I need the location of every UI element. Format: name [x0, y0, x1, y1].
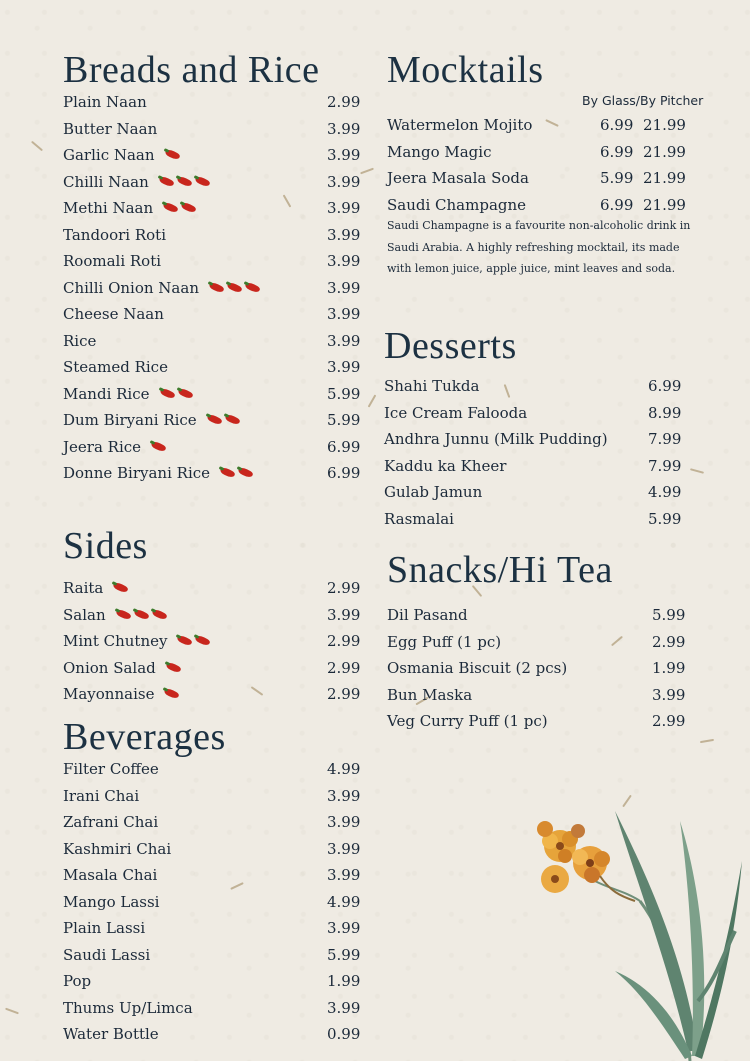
- glass-price: 6.99: [600, 142, 634, 161]
- chili-pepper-icon: [150, 602, 168, 629]
- mocktails-title: Mocktails: [387, 49, 544, 91]
- menu-item: [387, 165, 697, 192]
- chili-pepper-icon: [176, 381, 194, 408]
- chili-pepper-icon: [179, 195, 197, 222]
- item-price: 3.99: [327, 786, 361, 805]
- menu-item: [63, 301, 363, 328]
- item-name: Mint Chutney: [63, 632, 168, 650]
- item-price: 3.99: [327, 605, 361, 624]
- item-name: Chilli Naan: [63, 172, 149, 191]
- item-price: 3.99: [327, 172, 361, 191]
- menu-item: [63, 575, 363, 602]
- item-name: Mango Lassi: [63, 892, 160, 911]
- item-price: 3.99: [327, 813, 361, 831]
- menu-item: [63, 889, 363, 916]
- menu-item: [63, 169, 363, 196]
- menu-item: [63, 915, 363, 942]
- item-name: Dil Pasand: [387, 606, 468, 624]
- item-price: 1.99: [652, 659, 686, 677]
- snacks-list: [387, 602, 687, 735]
- menu-item: [63, 222, 363, 249]
- pitcher-price: 21.99: [643, 142, 686, 161]
- chili-pepper-icon: [111, 575, 129, 602]
- item-price: 5.99: [652, 606, 686, 624]
- chili-pepper-icon: [132, 602, 150, 629]
- menu-item: [63, 655, 363, 682]
- item-name: Osmania Biscuit (2 pcs): [387, 659, 568, 677]
- item-name: Rice: [63, 331, 97, 350]
- menu-item: [387, 112, 697, 139]
- item-name: Donne Biryani Rice: [63, 464, 211, 482]
- item-name: Raita: [63, 579, 104, 597]
- item-price: 5.99: [327, 945, 361, 964]
- menu-item: [63, 995, 363, 1022]
- chili-pepper-icon: [114, 602, 132, 629]
- chili-pepper-icon: [161, 195, 179, 222]
- item-price: 3.99: [327, 278, 361, 297]
- menu-item: [63, 328, 363, 355]
- item-price: 5.99: [648, 509, 682, 528]
- menu-item: [384, 426, 684, 453]
- item-name: Shahi Tukda: [384, 377, 480, 395]
- menu-item: [384, 373, 684, 400]
- pitcher-price: 21.99: [643, 169, 686, 187]
- glass-price: 6.99: [600, 195, 634, 214]
- item-price: 2.99: [327, 93, 361, 111]
- item-name: Onion Salad: [63, 658, 156, 677]
- item-name: Andhra Junnu (Milk Pudding): [384, 430, 608, 448]
- desserts-title: Desserts: [384, 325, 517, 367]
- chili-pepper-icon: [218, 460, 236, 487]
- menu-item: [63, 1021, 363, 1048]
- menu-item: [63, 116, 363, 143]
- menu-item: [63, 836, 363, 863]
- item-name: Mayonnaise: [63, 685, 155, 703]
- breads-title: Breads and Rice: [63, 49, 320, 91]
- chili-pepper-icon: [236, 460, 254, 487]
- menu-item: [384, 453, 684, 480]
- item-price: 3.99: [327, 839, 361, 858]
- sides-title: Sides: [63, 525, 148, 567]
- item-name: Rasmalai: [384, 509, 454, 528]
- item-name: Watermelon Mojito: [387, 116, 533, 134]
- menu-item: [63, 195, 363, 222]
- menu-item: [63, 942, 363, 969]
- menu-item: [384, 400, 684, 427]
- menu-item: [63, 407, 363, 434]
- snacks-title: Snacks/Hi Tea: [387, 549, 613, 591]
- item-price: 3.99: [327, 119, 361, 138]
- chili-pepper-icon: [162, 681, 180, 708]
- menu-item: [63, 862, 363, 889]
- item-name: Water Bottle: [63, 1025, 159, 1043]
- chili-pepper-icon: [157, 169, 175, 196]
- item-name: Salan: [63, 605, 106, 624]
- item-name: Kaddu ka Kheer: [384, 456, 507, 475]
- menu-item: [63, 602, 363, 629]
- item-price: 6.99: [327, 464, 361, 482]
- menu-item: [63, 381, 363, 408]
- item-name: Cheese Naan: [63, 305, 164, 323]
- item-name: Filter Coffee: [63, 760, 159, 778]
- menu-item: [387, 629, 687, 656]
- menu-item: [63, 628, 363, 655]
- glass-price: 5.99: [600, 169, 634, 187]
- item-price: 3.99: [327, 998, 361, 1017]
- item-name: Garlic Naan: [63, 146, 155, 164]
- item-name: Chilli Onion Naan: [63, 278, 199, 297]
- chili-pepper-icon: [175, 628, 193, 655]
- item-price: 3.99: [652, 685, 686, 704]
- chili-pepper-icon: [175, 169, 193, 196]
- item-price: 5.99: [327, 411, 361, 429]
- item-price: 2.99: [327, 579, 361, 597]
- item-price: 3.99: [327, 305, 361, 323]
- item-price: 2.99: [327, 632, 361, 650]
- sides-list: [63, 575, 363, 708]
- desserts-list: [384, 373, 684, 532]
- chili-pepper-icon: [205, 407, 223, 434]
- mocktails-price-header: By Glass/By Pitcher: [582, 93, 704, 108]
- beverages-title: Beverages: [63, 716, 226, 758]
- mocktails-note: Saudi Champagne is a favourite non-alcoholic drink in Saudi Arabia. A highly refreshing mocktail, its made with lemon juice, apple juice, mint leaves and soda.: [387, 219, 691, 275]
- item-price: 7.99: [648, 430, 682, 448]
- item-name: Plain Naan: [63, 93, 147, 111]
- menu-item: [63, 434, 363, 461]
- chili-pepper-icon: [193, 169, 211, 196]
- item-name: Jeera Masala Soda: [387, 169, 529, 187]
- item-name: Thums Up/Limca: [63, 998, 193, 1017]
- item-name: Kashmiri Chai: [63, 839, 172, 858]
- menu-item: [387, 708, 687, 735]
- item-price: 0.99: [327, 1025, 361, 1043]
- item-name: Irani Chai: [63, 786, 140, 805]
- item-price: 3.99: [327, 331, 361, 350]
- menu-item: [63, 968, 363, 995]
- item-price: 2.99: [652, 712, 686, 730]
- spice-level: [162, 681, 180, 718]
- menu-item: [63, 248, 363, 275]
- item-name: Jeera Rice: [63, 437, 142, 456]
- item-price: 6.99: [327, 437, 361, 456]
- item-price: 3.99: [327, 919, 361, 937]
- item-price: 5.99: [327, 384, 361, 403]
- item-name: Bun Maska: [387, 685, 473, 704]
- menu-item: [63, 756, 363, 783]
- chili-pepper-icon: [223, 407, 241, 434]
- item-name: Methi Naan: [63, 199, 154, 217]
- menu-item: [63, 809, 363, 836]
- menu-item: [387, 139, 697, 166]
- flower-illustration: [520, 801, 750, 1061]
- item-name: Mandi Rice: [63, 384, 150, 403]
- item-price: 2.99: [327, 685, 361, 703]
- menu-item: [63, 460, 363, 487]
- spice-level: [218, 460, 254, 497]
- item-name: Pop: [63, 972, 92, 990]
- item-price: 2.99: [327, 658, 361, 677]
- item-name: Butter Naan: [63, 119, 158, 138]
- item-name: Egg Puff (1 pc): [387, 632, 502, 651]
- menu-item: [387, 682, 687, 709]
- beverages-list: [63, 756, 363, 1048]
- item-name: Steamed Rice: [63, 358, 168, 376]
- item-name: Mango Magic: [387, 142, 492, 161]
- chili-pepper-icon: [164, 655, 182, 682]
- item-price: 3.99: [327, 252, 361, 270]
- chili-pepper-icon: [243, 275, 261, 302]
- chili-pepper-icon: [225, 275, 243, 302]
- item-name: Gulab Jamun: [384, 483, 483, 501]
- menu-item: [384, 479, 684, 506]
- item-name: Saudi Champagne: [387, 195, 527, 214]
- item-name: Roomali Roti: [63, 252, 162, 270]
- item-price: 8.99: [648, 403, 682, 422]
- chili-pepper-icon: [158, 381, 176, 408]
- chili-pepper-icon: [163, 142, 181, 169]
- menu-item: [387, 655, 687, 682]
- leaf-stem: [595, 811, 742, 1061]
- menu-item: [63, 783, 363, 810]
- breads-list: [63, 89, 363, 487]
- menu-item: [384, 506, 684, 533]
- menu-item: [63, 142, 363, 169]
- item-price: 3.99: [327, 199, 361, 217]
- chili-pepper-icon: [193, 628, 211, 655]
- pitcher-price: 21.99: [643, 195, 686, 214]
- item-name: Tandoori Roti: [63, 225, 166, 244]
- item-price: 2.99: [652, 632, 686, 651]
- item-price: 7.99: [648, 456, 682, 475]
- item-name: Zafrani Chai: [63, 813, 159, 831]
- pitcher-price: 21.99: [643, 116, 686, 134]
- item-price: 4.99: [327, 760, 361, 778]
- glass-price: 6.99: [600, 116, 634, 134]
- item-name: Plain Lassi: [63, 919, 146, 937]
- item-price: 6.99: [648, 377, 682, 395]
- item-price: 3.99: [327, 866, 361, 884]
- item-price: 4.99: [648, 483, 682, 501]
- item-name: Saudi Lassi: [63, 945, 151, 964]
- mocktails-list: [387, 112, 697, 218]
- item-price: 3.99: [327, 358, 361, 376]
- item-name: Veg Curry Puff (1 pc): [387, 712, 548, 730]
- item-name: Ice Cream Falooda: [384, 403, 528, 422]
- menu-item: [63, 89, 363, 116]
- item-price: 4.99: [327, 892, 361, 911]
- item-name: Dum Biryani Rice: [63, 411, 197, 429]
- menu-item: [63, 354, 363, 381]
- menu-item: [63, 275, 363, 302]
- item-price: 3.99: [327, 225, 361, 244]
- chili-pepper-icon: [149, 434, 167, 461]
- menu-item: [387, 602, 687, 629]
- item-name: Masala Chai: [63, 866, 158, 884]
- chili-pepper-icon: [207, 275, 225, 302]
- item-price: 3.99: [327, 146, 361, 164]
- orange-flower-cluster: [537, 821, 635, 901]
- menu-item: [63, 681, 363, 708]
- item-price: 1.99: [327, 972, 361, 990]
